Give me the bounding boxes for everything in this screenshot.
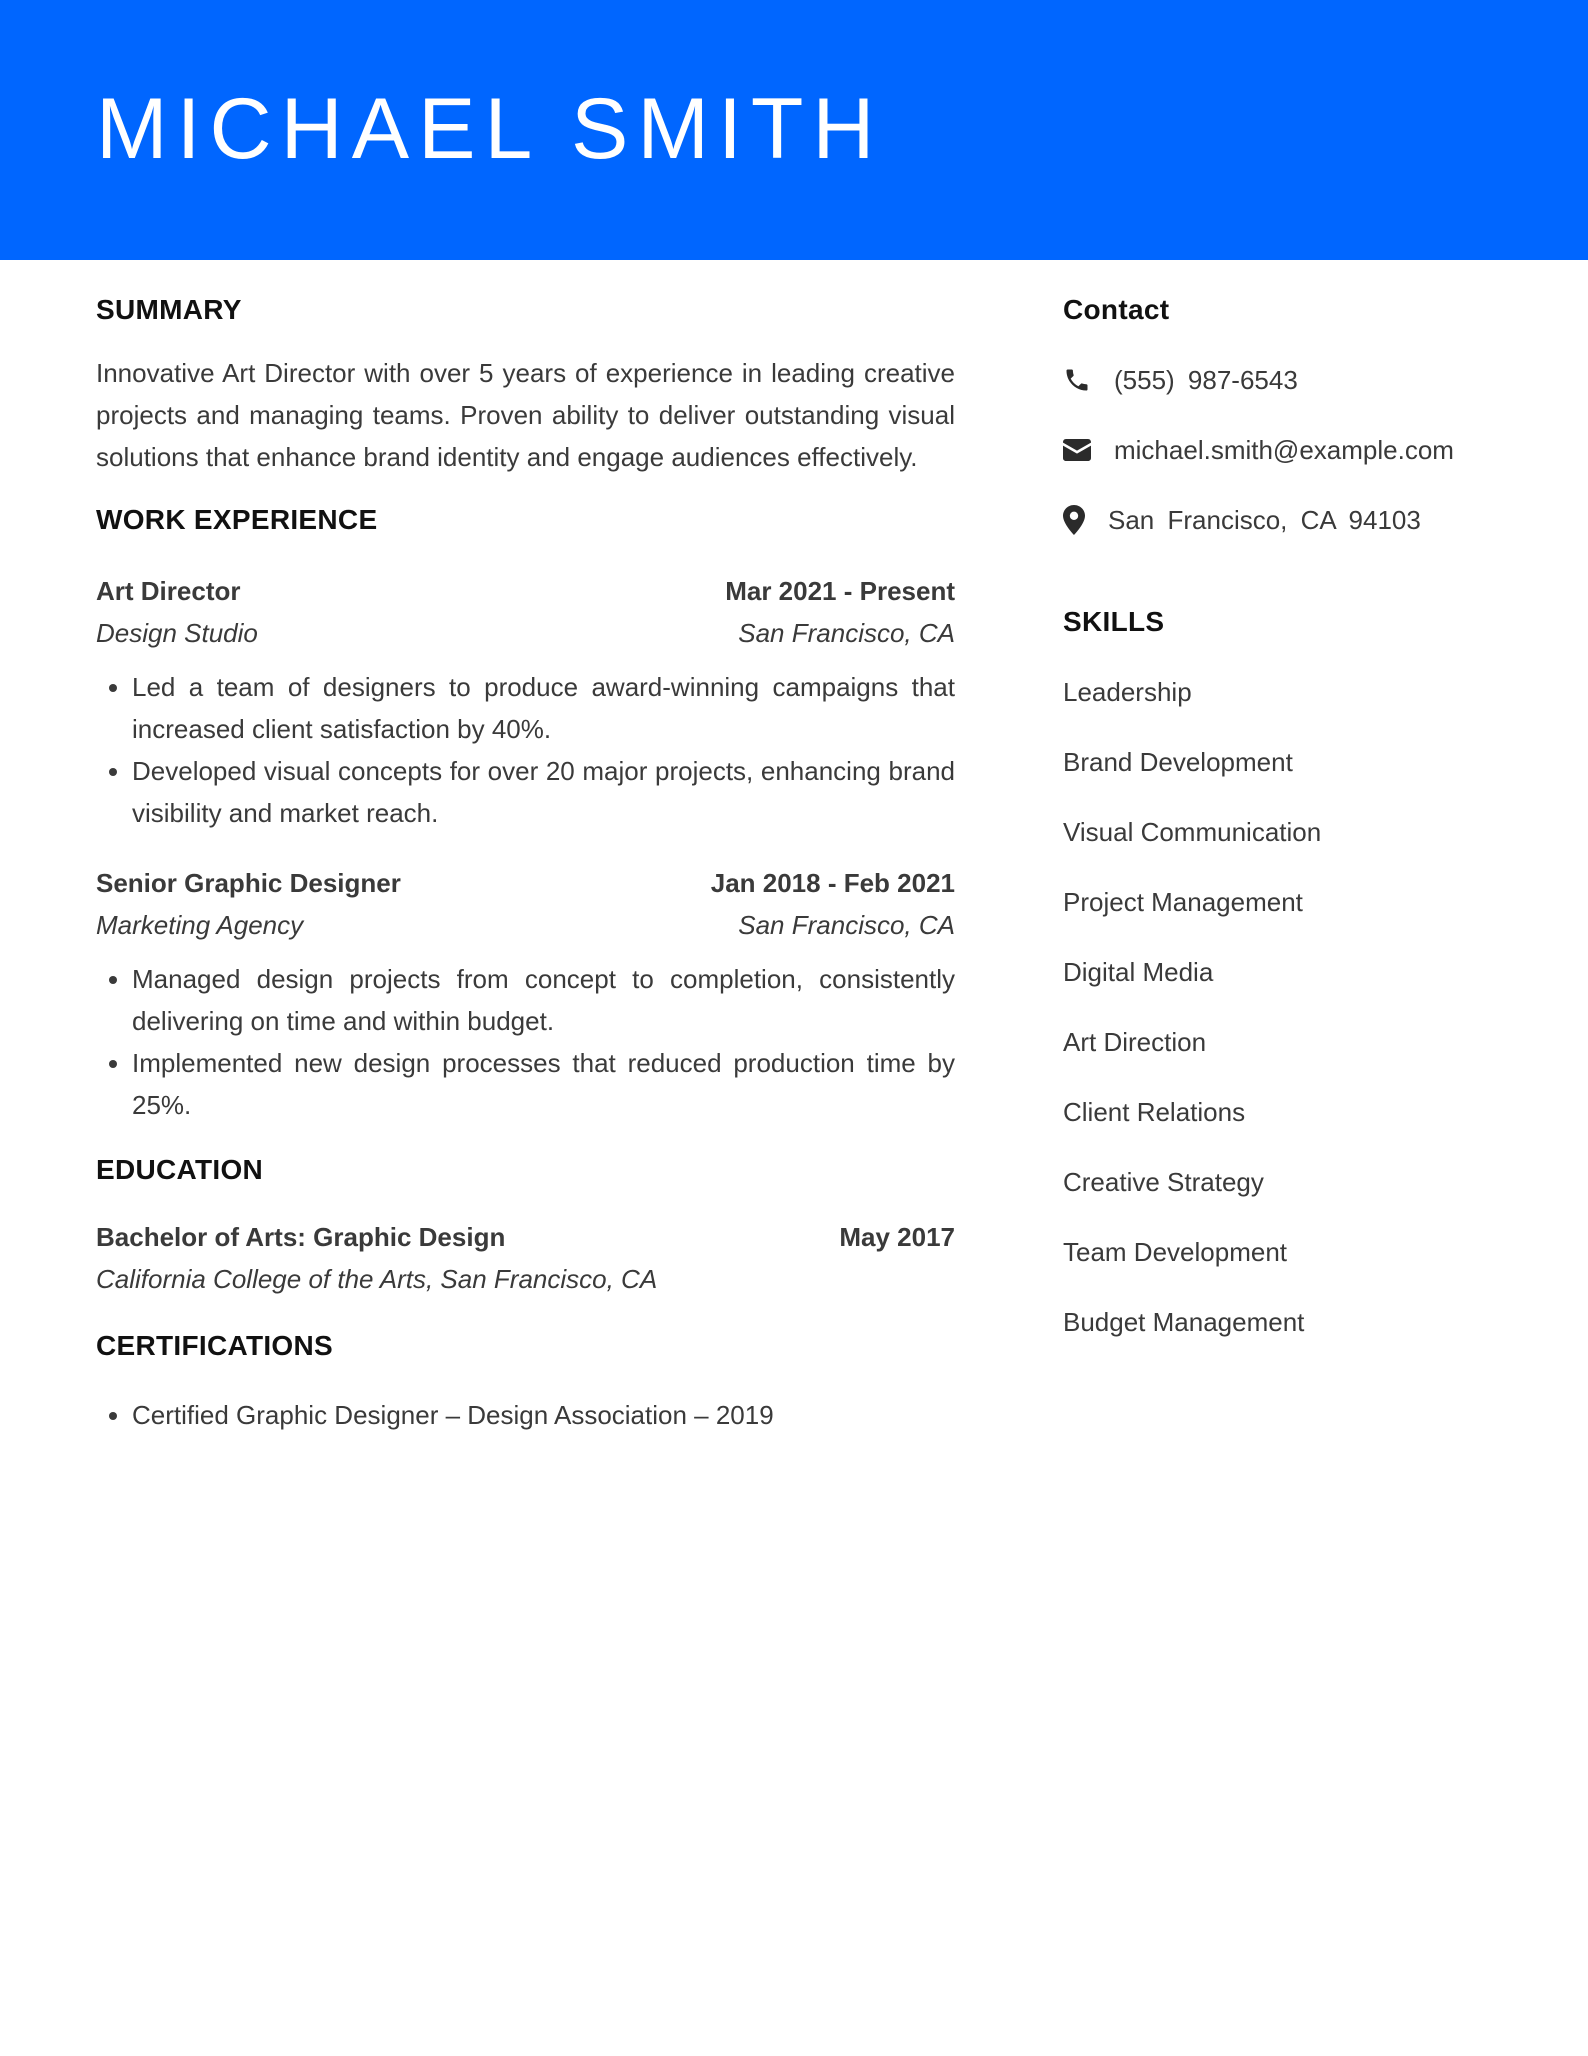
envelope-icon: [1063, 435, 1093, 465]
certifications-list: [96, 1394, 955, 1436]
education-degree: Bachelor of Arts: Graphic Design: [96, 1222, 506, 1252]
skill-item: Brand Development: [1063, 747, 1293, 777]
contact-email-text: michael.smith@example.com: [1114, 435, 1454, 465]
job-location: San Francisco, CA: [738, 910, 955, 940]
skills-section: [1063, 602, 1523, 1342]
education-school-row: [96, 1258, 955, 1300]
job-role: Senior Graphic Designer: [96, 868, 401, 898]
header-banner: [0, 0, 1588, 260]
skill-item: Digital Media: [1063, 957, 1214, 987]
sidebar-column: [1063, 290, 1523, 1342]
contact-location: [1063, 500, 1523, 540]
candidate-name: MICHAEL SMITH: [96, 81, 884, 177]
phone-icon: [1063, 365, 1093, 395]
certifications-section: [96, 1326, 955, 1436]
education-date: May 2017: [839, 1222, 955, 1252]
contact-phone-text: (555) 987-6543: [1114, 365, 1298, 395]
skill-item: Art Direction: [1063, 1027, 1207, 1057]
contact-email: [1063, 430, 1523, 470]
contact-location-text: San Francisco, CA 94103: [1108, 505, 1421, 535]
job-company-row: [96, 612, 955, 654]
job-entry: [96, 570, 955, 834]
summary-text: Innovative Art Director with over 5 years of experience in leading creative projects and managing teams. Proven ability to deliver outstanding visual solutions that enhance brand identity and engage audiences effectively.: [96, 358, 955, 472]
summary-section: [96, 290, 955, 478]
job-company: Design Studio: [96, 618, 258, 648]
education-title: EDUCATION: [96, 1154, 264, 1185]
education-section: [96, 1150, 955, 1300]
summary-title: SUMMARY: [96, 294, 242, 325]
contact-phone: [1063, 360, 1523, 400]
job-header-row: [96, 570, 955, 612]
job-location: San Francisco, CA: [738, 618, 955, 648]
job-dates: Jan 2018 - Feb 2021: [710, 868, 955, 898]
certification-item: • Certified Graphic Designer – Design Association – 2019: [132, 1394, 955, 1436]
contact-section: [1063, 290, 1523, 540]
job-company-row: [96, 904, 955, 946]
work-experience-section: [96, 500, 955, 1126]
job-bullet: • Developed visual concepts for over 20 major projects, enhancing brand visibility and market reach.: [132, 750, 955, 834]
main-column: [96, 290, 955, 1436]
skills-list: [1063, 672, 1523, 1342]
job-bullet: • Implemented new design processes that reduced production time by 25%.: [132, 1042, 955, 1126]
skill-item: Budget Management: [1063, 1307, 1305, 1337]
education-header-row: [96, 1216, 955, 1258]
skill-item: Project Management: [1063, 887, 1303, 917]
contact-title: Contact: [1063, 294, 1170, 325]
work-experience-title: WORK EXPERIENCE: [96, 504, 378, 535]
education-school: California College of the Arts, San Francisco, CA: [96, 1264, 658, 1294]
job-bullets: [96, 958, 955, 1126]
job-dates: Mar 2021 - Present: [725, 576, 955, 606]
job-company: Marketing Agency: [96, 910, 304, 940]
job-header-row: [96, 862, 955, 904]
map-pin-icon: [1063, 505, 1093, 535]
job-bullet: • Managed design projects from concept to completion, consistently delivering on time and within budget.: [132, 958, 955, 1042]
skill-item: Client Relations: [1063, 1097, 1246, 1127]
skills-title: SKILLS: [1063, 606, 1165, 637]
job-role: Art Director: [96, 576, 241, 606]
skill-item: Creative Strategy: [1063, 1167, 1264, 1197]
skill-item: Team Development: [1063, 1237, 1287, 1267]
skill-item: Visual Communication: [1063, 817, 1322, 847]
skill-item: Leadership: [1063, 677, 1192, 707]
job-bullet: • Led a team of designers to produce award-winning campaigns that increased client satisfaction by 40%.: [132, 666, 955, 750]
job-entry: [96, 862, 955, 1126]
job-bullets: [96, 666, 955, 834]
certifications-title: CERTIFICATIONS: [96, 1330, 334, 1361]
